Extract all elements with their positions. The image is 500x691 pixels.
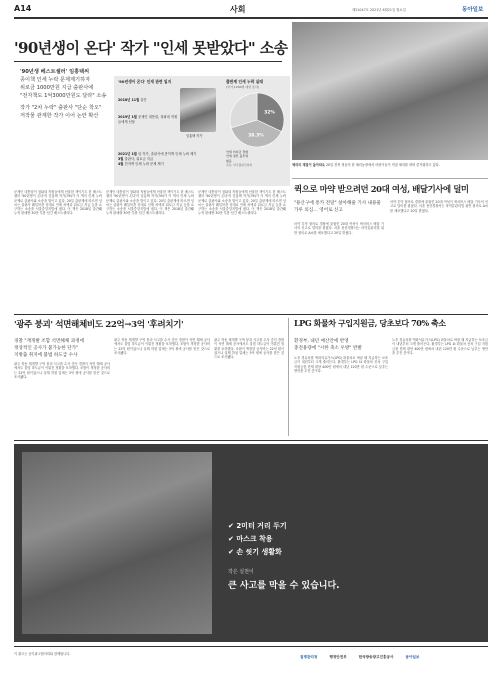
section-title: 사회 [230, 5, 246, 14]
legend-item: 인세 미지급 경험 [226, 150, 249, 154]
lower-left-subhead: 정상적인 공사가 불가능한 단가" [14, 346, 79, 351]
masthead-rule [14, 17, 488, 19]
brand-logo: 동아일보 [462, 7, 484, 13]
divider [292, 178, 488, 179]
check-icon: ✔ [228, 535, 237, 543]
ad-checklist [228, 520, 287, 559]
check-icon: ✔ [228, 522, 237, 530]
lead-subhead: 종이책 인세 누락 문제제기하자 [20, 77, 91, 83]
timeline-item: 3월 출판사, 위로금 지급 [118, 157, 154, 161]
lower-left-body-col2: 광주 학동 재개발 구역 붕괴 사고를 수사 중인 경찰이 석면 해체 공사에서도 불법 하도급이 이뤄진 정황을 포착했다. 조합이 책정한 공사비는 22억 원이었으나 실제 하청 업체는 3억 원에 공사를 맡은 것으로 조사됐다. [114, 338, 210, 355]
caption-text: 20일 전북 정읍의 한 체리농장에서 어린이들이 직접 체리를 따며 즐거워하고 있다. [326, 163, 440, 167]
headline-rule [14, 61, 282, 62]
timeline-item: 2019년 1월 문재인 대통령, 청와대 직원들에게 선물 [118, 115, 178, 124]
lower-right-subheads [294, 338, 390, 352]
pie-note: 자료: 한국출판인회의 [226, 163, 253, 168]
sponsor-logo: 한국방송광고진흥공사 [358, 655, 394, 659]
lead-body-col1: 문재인 대통령이 청와대 직원들에게 선물한 책이기도 한 베스트셀러 '90년생이 온다'의 임홍택 작가(39)가 이 책의 인세 누락 문제로 출판사와 소송을 벌이고 있다. 20일 출판계에 따르면 임씨는 출판사 웨일북을 상대로 인세 차액과 위로금 지급 등을 요구하는 소송을 서울중앙지법에 냈다. 이 책은 2018년 출간돼 누적 판매량 30만 부를 넘긴 베스트셀러다. [14, 190, 102, 216]
sponsor-logo: 동아일보 [405, 655, 420, 659]
cherry-photo [292, 22, 488, 160]
ad-sub: 작은 실천이 [228, 569, 254, 575]
timeline-title: '90년생이 온다' 인세 관련 일지 [118, 79, 172, 84]
lead-subheads [20, 68, 120, 120]
ad-line: ✔ 마스크 착용 [228, 535, 273, 543]
column-divider [288, 318, 289, 436]
sponsor-logo: 행정안전부 [329, 655, 347, 659]
ad-line: ✔ 2미터 거리 두기 [228, 522, 287, 530]
ad-photo [22, 452, 212, 634]
right-headline: 퀵으로 마약 받으려던 20대 여성, 배달기사에 덜미 [294, 184, 469, 194]
lead-headline: '90년생이 온다' 작가 "인세 못받았다" 소송 [14, 39, 288, 57]
lead-subhead: 위로금 1000만원 지급 출판사에 [20, 85, 94, 91]
lower-left-headline: '광주 붕괴' 석면해체비도 22억→3억 '후려치기' [14, 320, 184, 330]
footer-rule [14, 646, 488, 647]
author-photo [180, 88, 216, 132]
caption-title: 체리의 계절이 돌아와요 [292, 163, 326, 167]
timeline-item: 2018년 11월 출간 [118, 98, 147, 102]
sponsor-logo: 질병관리청 [300, 655, 318, 659]
check-icon: ✔ [228, 548, 237, 556]
ad-tagline: 큰 사고를 막을 수 있습니다. [228, 581, 340, 591]
lead-kicker: '90년생 베스트셀러' 임홍택씨 [20, 69, 90, 75]
section-rule [14, 314, 488, 315]
lead-body-col2: 문재인 대통령이 청와대 직원들에게 선물한 책이기도 한 베스트셀러 '90년생이 온다'의 임홍택 작가(39)가 이 책의 인세 누락 문제로 출판사와 소송을 벌이고 있다. 20일 출판계에 따르면 임씨는 출판사 웨일북을 상대로 인세 차액과 위로금 지급 등을 요구하는 소송을 서울중앙지법에 냈다. 이 책은 2018년 출간돼 누적 판매량 30만 부를 넘긴 베스트셀러다. [106, 190, 194, 216]
right-body-col1: 마약 투약 혐의로 경찰에 붙잡힌 20대 여성이 퀵서비스 배달 기사의 신고로 덜미를 잡혔다. 서울 용산경찰서는 마약류관리법 위반 혐의로 A씨를 체포했다고 20일 밝혔다. [294, 222, 384, 235]
ad-rule [14, 440, 488, 441]
timeline-item: 2021년 1월 임 작가, 출판사에 종이책 인세 누락 제기 [118, 152, 197, 156]
footer-text: 이 광고는 공익광고협의회와 함께합니다. [14, 652, 71, 656]
lower-right-headline: LPG 화물차 구입지원금, 당초보다 70% 축소 [294, 318, 446, 328]
pie-title: 출판계 인세 누락 실태 [226, 79, 263, 84]
pie-value-label: 38.3% [248, 133, 264, 139]
lower-left-subheads [14, 338, 110, 359]
photo-caption: 임홍택 작가 [186, 134, 203, 138]
lead-subhead: "전자책도 1억3000만원도 달라" 소송 [20, 93, 107, 99]
lower-right-body-col1: 노후 경유차를 액화석유가스(LPG) 화물차로 바꿀 때 지급하는 보조금이 내년부터 크게 줄어든다. 환경부는 LPG 1t 화물차 신차 구입 지원금을 현재 대당 400만 원에서 내년 120만 원 수준으로 낮추는 방안을 추진 중이다. [294, 356, 388, 373]
pie-subtitle: (작가 1200명 대상 조사) [226, 85, 260, 89]
lower-right-body-col2: 노후 경유차를 액화석유가스(LPG) 화물차로 바꿀 때 지급하는 보조금이 내년부터 크게 줄어든다. 환경부는 LPG 1t 화물차 신차 구입 지원금을 현재 대당 400만 원에서 내년 120만 원 수준으로 낮추는 방안을 추진 중이다. [392, 338, 488, 355]
legend-item: 인세 정산 불투명 [226, 154, 249, 159]
lower-right-subhead: 환경부, 내년 예산안에 반영 [294, 339, 349, 344]
timeline-list-lower [118, 152, 228, 167]
timeline-item: 4월 전자책 인세 누락 문제 제기 [118, 162, 164, 166]
right-body-col2: 마약 투약 혐의로 경찰에 붙잡힌 20대 여성이 퀵서비스 배달 기사의 신고로 덜미를 잡혔다. 서울 용산경찰서는 마약류관리법 위반 혐의로 A씨를 체포했다고 20일 밝혔다. [390, 200, 488, 213]
lower-left-body-col3: 광주 학동 재개발 구역 붕괴 사고를 수사 중인 경찰이 석면 해체 공사에서도 불법 하도급이 이뤄진 정황을 포착했다. 조합이 책정한 공사비는 22억 원이었으나 실제 하청 업체는 3억 원에 공사를 맡은 것으로 조사됐다. [214, 338, 284, 360]
page-number: A14 [14, 4, 32, 13]
issue-info: 제31047호 2021년 6월21일 월요일 [352, 8, 406, 12]
lower-left-subhead: 지방출 취지에 불법 하도급 수사 [14, 353, 78, 358]
lead-subhead: 작가 "2차 누락" 출판사 "단순 착오" [20, 105, 102, 111]
pie-chart [228, 91, 286, 149]
sponsor-logos [300, 655, 419, 660]
lead-body-col3: 문재인 대통령이 청와대 직원들에게 선물한 책이기도 한 베스트셀러 '90년생이 온다'의 임홍택 작가(39)가 이 책의 인세 누락 문제로 출판사와 소송을 벌이고 있다. 20일 출판계에 따르면 임씨는 출판사 웨일북을 상대로 인세 차액과 위로금 지급 등을 요구하는 소송을 서울중앙지법에 냈다. 이 책은 2018년 출간돼 누적 판매량 30만 부를 넘긴 베스트셀러다. [198, 190, 286, 216]
pie-legend [226, 150, 288, 167]
lower-left-body-col1: 광주 학동 재개발 구역 붕괴 사고를 수사 중인 경찰이 석면 해체 공사에서도 불법 하도급이 이뤄진 정황을 포착했다. 조합이 책정한 공사비는 22억 원이었으나 실제 하청 업체는 3억 원에 공사를 맡은 것으로 조사됐다. [14, 362, 110, 379]
lead-subhead: 저작물 관계한 작가 이어 논란 확산 [20, 113, 99, 119]
pie-value-label: 32% [264, 110, 275, 116]
photo-caption-block [292, 163, 488, 167]
lower-left-subhead: 경찰 "재개발 조합 석면해체 과정에 [14, 339, 85, 344]
lower-right-subhead: 충전용량에 "시한 축소 우방" 반발 [294, 346, 362, 351]
ad-line: ✔ 손 씻기 생활화 [228, 548, 282, 556]
timeline-list [118, 98, 178, 125]
legend-item: 없음 [226, 158, 232, 163]
right-subhead: "용산구에 통카 전달" 살아해줄 기사 내용물 가루 의심… 영어로 신고 [294, 201, 381, 213]
